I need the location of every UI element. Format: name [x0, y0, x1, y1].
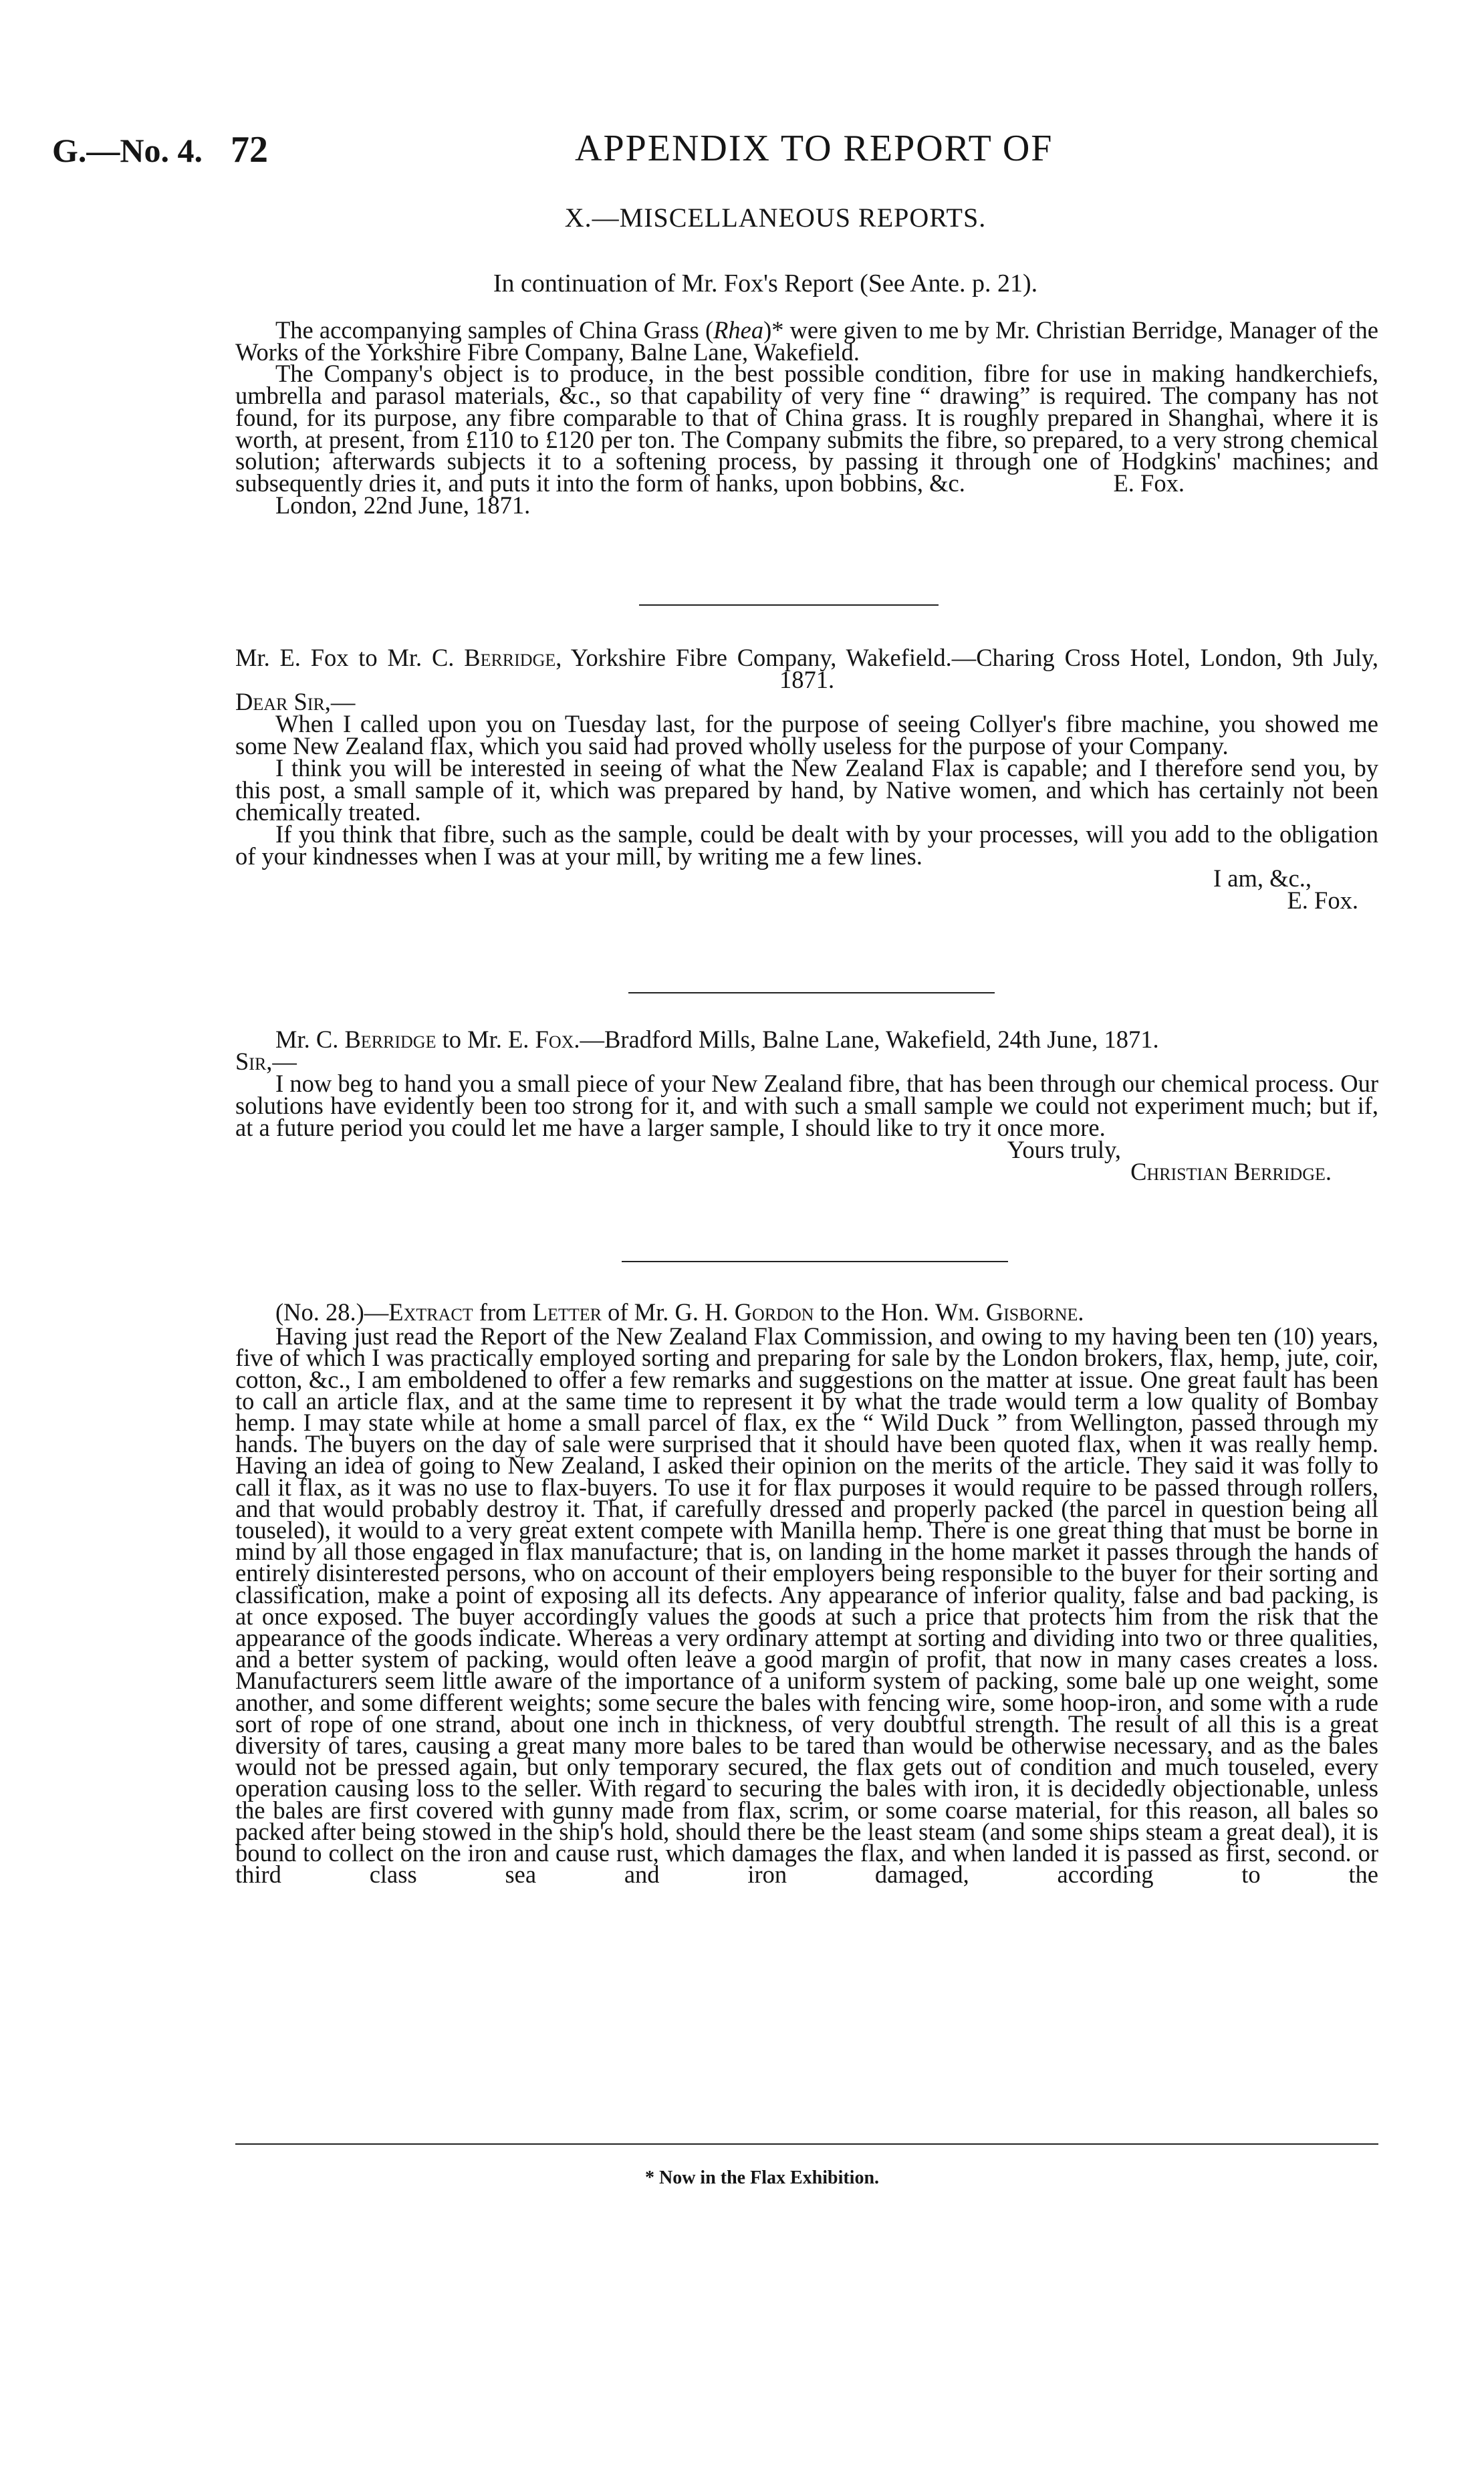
letter-fox-to-berridge	[235, 644, 1378, 914]
page-number: 72	[231, 129, 268, 170]
fox-report-signature: E. Fox.	[1113, 469, 1185, 497]
fox-report-paragraph-1: The accompanying samples of China Grass (Rhea)* were given to me by Mr. Christian Berridge, Manager of the Works of the Yorkshire Fibre Company, Balne Lane, Wakefield.	[235, 316, 1378, 366]
document-reference: G.—No. 4.	[52, 132, 203, 169]
fox-report-paragraph-2: The Company's object is to produce, in the best possible condition, fibre for use in making handkerchiefs, umbrella and parasol materials, &c., so that capability of very fine “ drawing” is required. The company has not found, for its purpose, any fibre comparable to that of China grass. It is roughly prepared in Shanghai, where it is worth, at present, from £110 to £120 per ton. The Company submits the fibre, so prepared, to a very strong chemical solution; afterwards subjects it to a softening process, by passing it through one of Hodgkins' machines; and subsequently dries it, and puts it into the form of hanks, upon bobbins, &c.	[235, 360, 1378, 497]
fox-report-place-date: London, 22nd June, 1871.	[275, 491, 531, 519]
running-title: APPENDIX TO REPORT OF	[575, 128, 1054, 169]
letter-2-heading: Mr. C. Berridge to Mr. E. Fox.—Bradford Mills, Balne Lane, Wakefield, 24th June, 1871.	[275, 1026, 1159, 1053]
section-heading: X.—MISCELLANEOUS REPORTS.	[564, 203, 987, 233]
letter-berridge-to-fox	[235, 1028, 1378, 1183]
letter-1-paragraph-2: I think you will be interested in seeing of what the New Zealand Flax is capable; and I therefore send you, by this post, a small sample of it, which was prepared by hand, by Native women, and which has certainly not been chemically treated.	[235, 754, 1378, 826]
letter-1-closing: I am, &c.,	[1213, 864, 1312, 892]
letter-1-salutation: Dear Sir,—	[235, 688, 356, 715]
letter-2-paragraph-1: I now beg to hand you a small piece of your New Zealand fibre, that has been through our chemical process. Our solutions have evidently been too strong for it, and with such a small sample we could not experiment much; but if, at a future period you could let me have a larger sample, I should like to try it once more.	[235, 1070, 1378, 1141]
fox-report	[235, 316, 1378, 519]
letter-2-salutation: Sir,—	[235, 1048, 297, 1075]
letter-1-paragraph-3: If you think that fibre, such as the sample, could be dealt with by your processes, will you add to the obligation of your kindnesses when I was at your mill, by writing me a few lines.	[235, 820, 1378, 870]
continuation-note: In continuation of Mr. Fox's Report (See Ante. p. 21).	[493, 269, 1038, 298]
extract-body: Having just read the Report of the New Zealand Flax Commission, and owing to my having been ten (10) years, five of which I was practically employed sorting and preparing for sale by the London brokers, flax, hemp, jute, coir, cotton, &c., I am emboldened to offer a few remarks and suggestions on the matter at issue. One great fault has been to call an article flax, and at the same time to represent it by what the trade would term a low quality of Bombay hemp. I may state while at home a small parcel of flax, ex the “ Wild Duck ” from Wellington, passed through my hands. The buyers on the day of sale were surprised that it should have been quoted flax, when it was really hemp. Having an idea of going to New Zealand, I asked their opinion on the merits of the article. They said it was folly to call it flax, as it was no use to flax-buyers. To use it for flax purposes it would require to be passed through rollers, and that would probably destroy it. That, if carefully dressed and properly packed (the parcel in question being all touseled), it would to a very great extent compete with Manilla hemp. There is one great thing that must be borne in mind by all those engaged in flax manufacture; that is, on landing in the home market it passes through the hands of entirely disinterested persons, who on account of their employers being responsible to the buyer for their sorting and classification, make a point of exposing all its defects. Any appearance of inferior quality, false and bad packing, is at once exposed. The buyer accordingly values the goods at such a price that protects him from the risk that the appearance of the goods indicate. Whereas a very ordinary attempt at sorting and dividing into two or three qualities, and a better system of packing, would often leave a good margin of profit, that now in many cases creates a loss. Manufacturers seem little aware of the importance of a uniform system of packing, some bale up one weight, some another, and some different weights; some secure the bales with fencing wire, some hoop-iron, and some with a rude sort of rope of one strand, about one inch in thickness, of very doubtful strength. The result of all this is a great diversity of tares, causing a great many more bales to be tared than would be otherwise necessary, and as the bales would not be pressed again, but only temporary secured, the flax gets out of condition and much touseled, every operation causing loss to the seller. With regard to securing the bales with iron, it is decidedly objectionable, unless the bales are first covered with gunny made from flax, scrim, or some coarse material, for this reason, all bales so packed after being stowed in the ship's hold, should there be the least steam (and some ships steam a great deal), it is bound to collect on the iron and cause rust, which damages the flax, and when landed it is passed as first, second. or third class sea and iron damaged, according to the	[235, 1322, 1378, 1889]
letter-2-signature: Christian Berridge.	[1130, 1158, 1332, 1185]
divider	[622, 1261, 1008, 1262]
letter-2-closing: Yours truly,	[1007, 1136, 1121, 1163]
footnote-rule	[235, 2143, 1378, 2145]
letter-1-paragraph-1: When I called upon you on Tuesday last, for the purpose of seeing Collyer's fibre machine, you showed me some New Zealand flax, which you said had proved wholly useless for the purpose of your Company.	[235, 710, 1378, 759]
gordon-extract	[235, 1298, 1378, 1889]
letter-1-heading: Mr. E. Fox to Mr. C. Berridge, Yorkshire Fibre Company, Wakefield.—Charing Cross Hotel, London, 9th July, 1871.	[235, 644, 1378, 693]
extract-heading: (No. 28.)—Extract from Letter of Mr. G. H. Gordon to the Hon. Wm. Gisborne.	[275, 1298, 1084, 1326]
divider	[628, 992, 995, 993]
rhea-term: Rhea	[713, 316, 764, 344]
letter-1-signature: E. Fox.	[1287, 886, 1358, 914]
divider	[639, 604, 939, 606]
footnote: * Now in the Flax Exhibition.	[644, 2167, 880, 2188]
